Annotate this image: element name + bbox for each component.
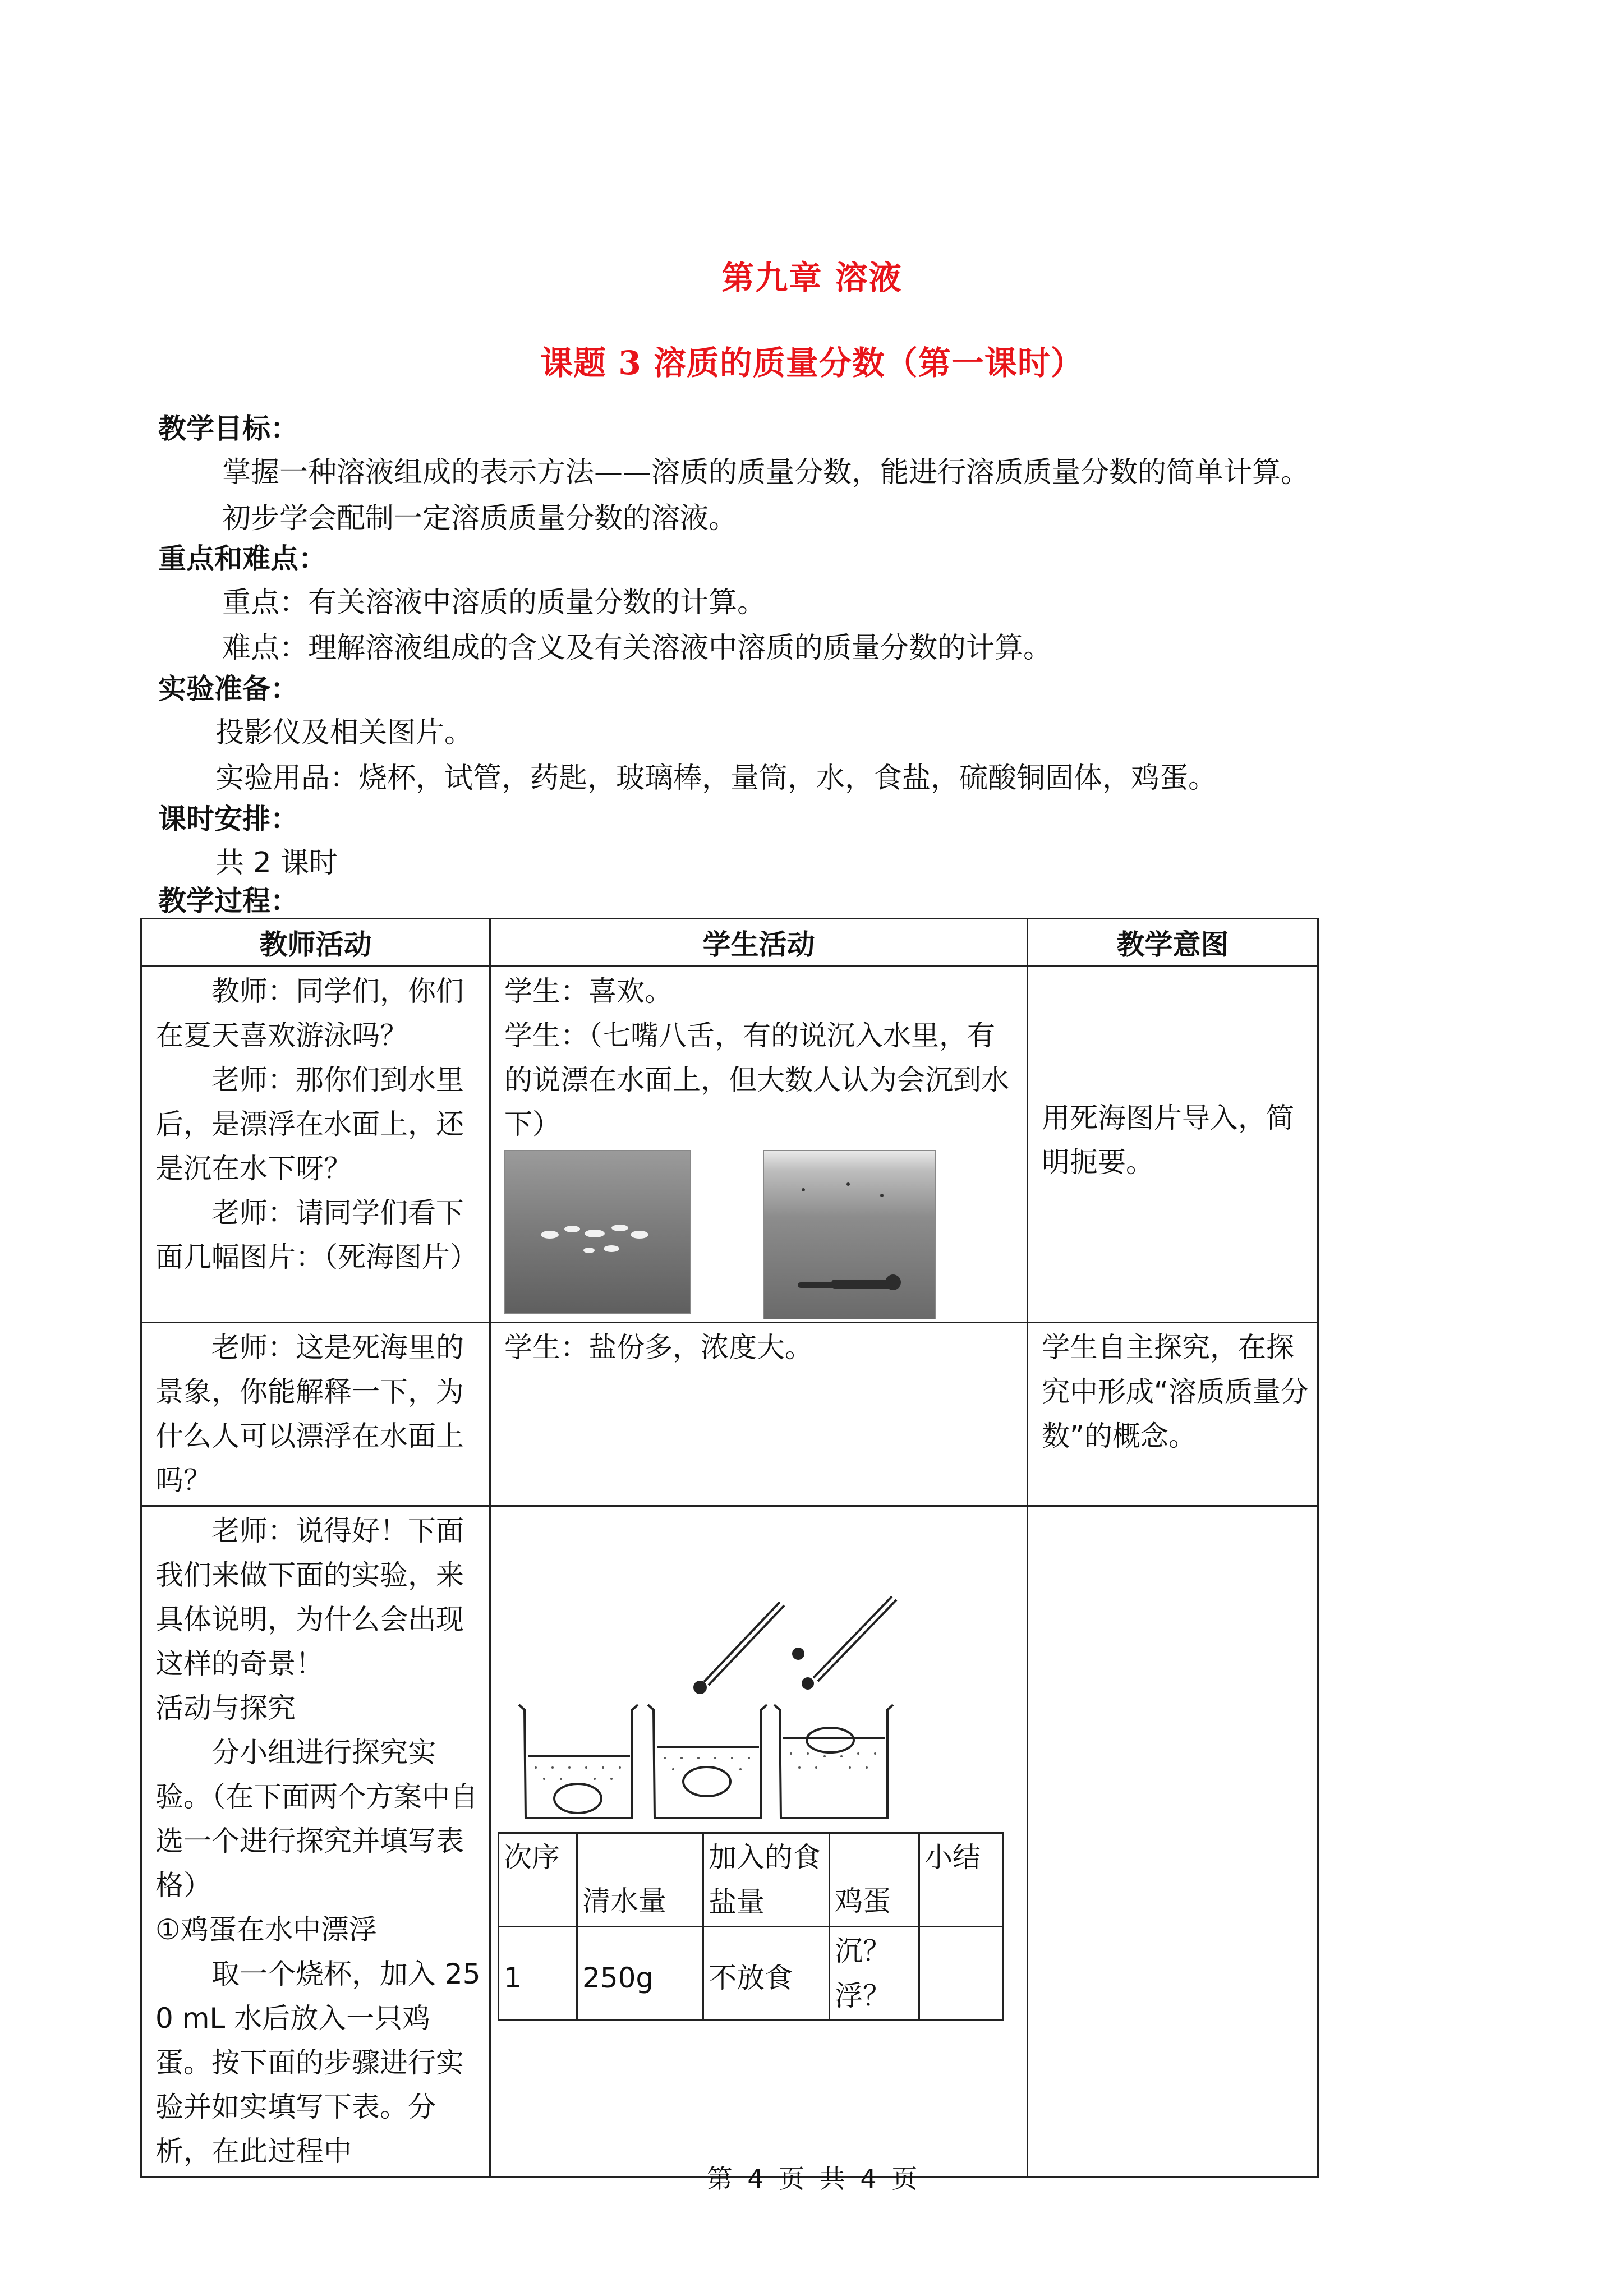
cell-egg: 沉？浮？: [830, 1927, 919, 2021]
goals-heading: 教学目标：: [158, 412, 298, 445]
schedule-line: 共 2 课时: [215, 846, 338, 880]
inner-header-row: [499, 1833, 1004, 1927]
page-footer: 第 4 页 共 4 页: [706, 2164, 918, 2194]
teacher-text: 分小组进行探究实验。（在下面两个方案中自选一个进行探究并填写表格）: [155, 1736, 478, 1902]
teacher-text: 取一个烧杯，加入 250 mL 水后放入一只鸡蛋。按下面的步骤进行实验并如实填写下表。分析，在此过程中: [155, 1958, 481, 2168]
table-row: [499, 1927, 1004, 2021]
beaker-illustration: [491, 1507, 1027, 1832]
intent-cell: [1028, 1506, 1318, 2177]
intent-cell: [1028, 967, 1318, 1323]
schedule-heading: 课时安排：: [158, 803, 298, 835]
table-row: [141, 967, 1318, 1323]
student-cell: [490, 967, 1028, 1323]
header-teacher-activity: 教师活动: [141, 919, 490, 967]
col-salt: 加入的食盐量: [703, 1833, 830, 1927]
teacher-cell: [141, 1506, 490, 2177]
table-row: [141, 1506, 1318, 2177]
prep-heading: 实验准备：: [158, 673, 298, 705]
student-cell: [490, 1506, 1028, 2177]
teacher-text: 老师：那你们到水里后，是漂浮在水面上，还是沉在水下呀？: [155, 1064, 464, 1185]
dead-sea-photo-swimmers: [504, 1150, 691, 1314]
cell-order: 1: [499, 1927, 577, 2021]
lesson-title: 课题 3 溶质的质量分数（第一课时）: [540, 344, 1084, 382]
header-teaching-intent: 教学意图: [1028, 919, 1318, 967]
intent-cell: [1028, 1323, 1318, 1506]
chapter-title: 第九章 溶液: [721, 259, 903, 297]
intent-text: 学生自主探究，在探究中形成“溶质质量分数”的概念。: [1042, 1331, 1309, 1452]
student-text: 学生：喜欢。: [504, 975, 673, 1007]
teacher-cell: [141, 1323, 490, 1506]
table-header-row: [141, 919, 1318, 967]
teacher-text: 老师：这是死海里的景象，你能解释一下，为什么人可以漂浮在水面上吗？: [155, 1331, 464, 1497]
col-summary: 小结: [919, 1833, 1004, 1927]
header-student-activity: 学生活动: [490, 919, 1028, 967]
teacher-text: 老师：请同学们看下面几幅图片：（死海图片）: [155, 1197, 478, 1273]
experiment-title: ①鸡蛋在水中漂浮: [155, 1913, 377, 1946]
col-egg: 鸡蛋: [830, 1833, 919, 1927]
cell-salt: 不放食: [703, 1927, 830, 2021]
intent-text: 用死海图片导入，简明扼要。: [1042, 1102, 1294, 1179]
process-heading: 教学过程：: [158, 885, 298, 917]
prep-line-1: 投影仪及相关图片。: [215, 716, 473, 749]
teacher-text: 老师：说得好！下面我们来做下面的实验，来具体说明，为什么会出现这样的奇景！: [155, 1515, 464, 1680]
cell-water: 250g: [577, 1927, 703, 2021]
prep-line-2: 实验用品：烧杯，试管，药匙，玻璃棒，量筒，水，食盐，硫酸铜固体，鸡蛋。: [215, 762, 1217, 795]
student-cell: [490, 1323, 1028, 1506]
teacher-text: 教师：同学们，你们在夏天喜欢游泳吗？: [155, 975, 464, 1052]
key-point-line: 重点：有关溶液中溶质的质量分数的计算。: [222, 586, 766, 619]
dead-sea-photos: [504, 1150, 1020, 1319]
egg-experiment-table: [498, 1832, 1004, 2021]
student-text: 学生：盐份多，浓度大。: [504, 1331, 813, 1364]
teacher-cell: [141, 967, 490, 1323]
goals-line-1: 掌握一种溶液组成的表示方法——溶质的质量分数，能进行溶质质量分数的简单计算。: [222, 456, 1310, 489]
dead-sea-photo-floating: [763, 1150, 936, 1319]
lesson-process-table: [140, 918, 1319, 2178]
difficulty-line: 难点：理解溶液组成的含义及有关溶液中溶质的质量分数的计算。: [222, 632, 1052, 665]
col-water: 清水量: [577, 1833, 703, 1927]
student-text: 学生：（七嘴八舌，有的说沉入水里，有的说漂在水面上，但大数人认为会沉到水下）: [504, 1019, 1009, 1140]
table-row: [141, 1323, 1318, 1506]
cell-summary: [919, 1927, 1004, 2021]
col-order: 次序: [499, 1833, 577, 1927]
activity-heading: 活动与探究: [155, 1692, 296, 1724]
key-points-heading: 重点和难点：: [158, 542, 326, 575]
goals-line-2: 初步学会配制一定溶质质量分数的溶液。: [222, 502, 738, 535]
